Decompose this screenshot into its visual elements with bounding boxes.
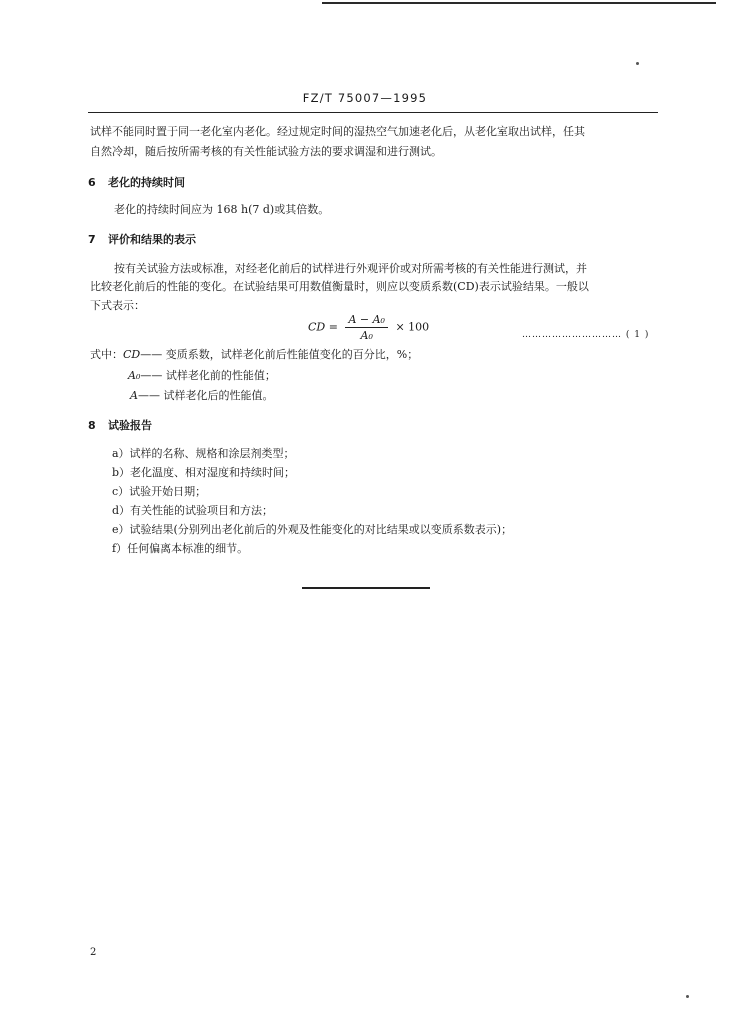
scan-edge-line <box>322 2 716 4</box>
section-heading-8 <box>88 417 152 433</box>
equation-leader <box>522 330 649 340</box>
symbol-a0: A₀ <box>128 369 141 382</box>
report-list-item: e）试验结果(分别列出老化前后的外观及性能变化的对比结果或以变质系数表示)； <box>112 523 513 536</box>
scan-speck <box>636 62 639 65</box>
cd-formula <box>308 313 429 342</box>
intro-line: 试样不能同时置于同一老化室内老化。经过规定时间的湿热空气加速老化后，从老化室取出试样，任其 <box>90 125 585 138</box>
page-number: 2 <box>90 947 97 958</box>
report-list-item: a）试样的名称、规格和涂层剂类型； <box>112 447 295 460</box>
formula-denominator: A₀ <box>360 329 373 342</box>
header-rule <box>88 112 658 113</box>
equation-number: ( 1 ) <box>625 330 650 340</box>
standard-code-header: FZ/T 75007—1995 <box>302 91 428 105</box>
definition-a0 <box>128 368 276 384</box>
symbol-cd: CD <box>123 348 141 361</box>
definition-a <box>130 388 273 404</box>
intro-line: 自然冷却，随后按所需考核的有关性能试验方法的要求调湿和进行测试。 <box>90 145 442 158</box>
formula-multiplier: × 100 <box>395 320 430 334</box>
definition-a0-text: —— 试样老化前的性能值； <box>140 369 276 382</box>
report-list-item: c）试验开始日期； <box>112 485 207 498</box>
section-6-paragraph: 老化的持续时间应为 168 h(7 d)或其倍数。 <box>114 203 330 216</box>
report-list-item: f）任何偏离本标准的细节。 <box>112 542 249 555</box>
definition-a-text: —— 试样老化后的性能值。 <box>137 389 274 402</box>
leader-dots: ………………………… <box>522 330 622 340</box>
formula-numerator: A − A₀ <box>345 313 388 328</box>
section-heading-7 <box>88 231 196 247</box>
formula-lhs: CD = <box>308 320 338 334</box>
formula-fraction <box>345 313 388 342</box>
section-title: 试验报告 <box>108 419 152 432</box>
end-of-text-rule <box>302 587 430 589</box>
section-title: 老化的持续时间 <box>108 176 185 189</box>
section-7-line: 比较老化前后的性能的变化。在试验结果可用数值衡量时，则应以变质系数(CD)表示试验结果。一般以 <box>90 280 589 293</box>
definition-cd-text: —— 变质系数，试样老化前后性能值变化的百分比，%； <box>140 348 419 361</box>
definition-prefix: 式中： <box>90 348 123 361</box>
section-7-line: 下式表示： <box>90 299 145 312</box>
section-number: 6 <box>88 176 96 189</box>
report-list-item: b）老化温度、相对湿度和持续时间； <box>112 466 296 479</box>
definition-cd <box>90 347 418 363</box>
section-heading-6 <box>88 174 185 190</box>
section-7-line: 按有关试验方法或标准，对经老化前后的试样进行外观评价或对所需考核的有关性能进行测试，并 <box>114 262 587 275</box>
symbol-a: A <box>130 389 138 402</box>
scan-speck <box>686 995 689 998</box>
report-list-item: d）有关性能的试验项目和方法； <box>112 504 274 517</box>
section-number: 7 <box>88 233 96 246</box>
section-number: 8 <box>88 419 96 432</box>
section-title: 评价和结果的表示 <box>108 233 196 246</box>
